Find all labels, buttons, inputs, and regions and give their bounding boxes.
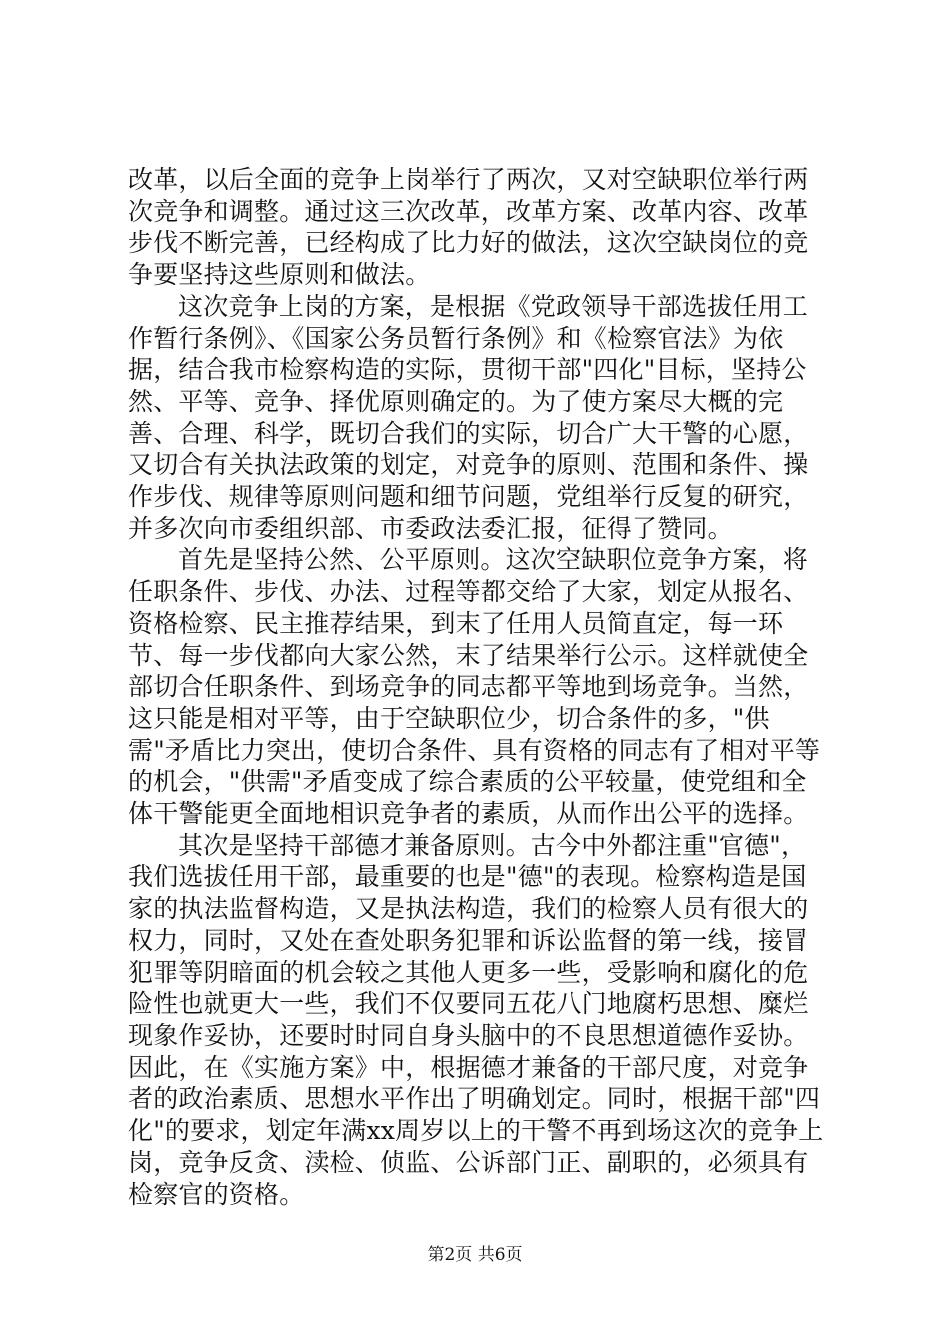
paragraph-3: 首先是坚持公然、公平原则。这次空缺职位竞争方案，将任职条件、步伐、办法、过程等都交给了大家，划定从报名、资格检察、民主推荐结果，到末了任用人员简直定，每一环节、每一步伐都向大家公然，末了结果举行公示。这样就使全部切合任职条件、到场竞争的同志都平等地到场竞争。当然，这只能是相对平等，由于空缺职位少，切合条件的多，"供需"矛盾比力突出，使切合条件、具有资格的同志有了相对平等的机会，"供需"矛盾变成了综合素质的公平较量，使党组和全体干警能更全面地相识竞争者的素质，从而作出公平的选择。 (128, 545, 821, 829)
document-body (128, 164, 828, 1210)
page-number-footer: 第2页 共6页 (427, 1245, 523, 1265)
paragraph-1: 改革，以后全面的竞争上岗举行了两次，又对空缺职位举行两次竞争和调整。通过这三次改革，改革方案、改革内容、改革步伐不断完善，已经构成了比力好的做法，这次空缺岗位的竞争要坚持这些原则和做法。 (128, 165, 809, 290)
paragraph-4: 其次是坚持干部德才兼备原则。古今中外都注重"官德"，我们选拔任用干部，最重要的也是"德"的表现。检察构造是国家的执法监督构造，又是执法构造，我们的检察人员有很大的权力，同时，又处在查处职务犯罪和诉讼监督的第一线，接冒犯罪等阴暗面的机会较之其他人更多一些，受影响和腐化的危险性也就更大一些，我们不仅要同五花八门地腐朽思想、糜烂现象作妥协，还要时时同自身头脑中的不良思想道德作妥协。因此，在《实施方案》中，根据德才兼备的干部尺度，对竞争者的政治素质、思想水平作出了明确划定。同时，根据干部"四化"的要求，划定年满xx周岁以上的干警不再到场这次的竞争上岗，竞争反贪、渎检、侦监、公诉部门正、副职的，必须具有检察官的资格。 (128, 830, 824, 1209)
paragraph-2: 这次竞争上岗的方案，是根据《党政领导干部选拔任用工作暂行条例》、《国家公务员暂行条例》和《检察官法》为依据，结合我市检察构造的实际，贯彻干部"四化"目标，坚持公然、平等、竞争、择优原则确定的。为了使方案尽大概的完善、合理、科学，既切合我们的实际，切合广大干警的心愿，又切合有关执法政策的划定，对竞争的原则、范围和条件、操作步伐、规律等原则问题和细节问题，党组举行反复的研究，并多次向市委组织部、市委政法委汇报，征得了赞同。 (128, 291, 809, 543)
